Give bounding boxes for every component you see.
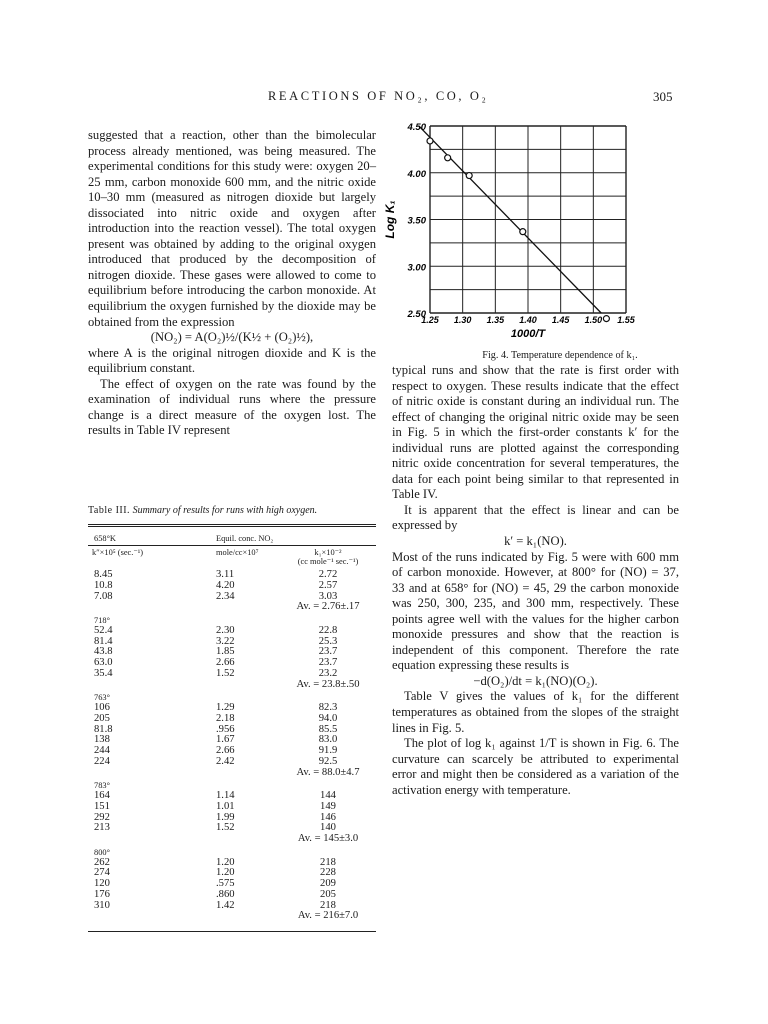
body-paragraph: Table V gives the values of k₁ for the different temperatures as obtained from the slopes of the straight lines in Fig. 5. <box>392 689 679 735</box>
subheader-col3a: k₁×10⁻² <box>314 548 342 557</box>
table-cell-k1: 144 <box>320 790 336 801</box>
table-cell-k1: 82.3 <box>318 702 338 713</box>
table-cell-k1: 25.3 <box>318 635 338 647</box>
table-cell-k1: 218 <box>320 899 336 911</box>
y-tick-label: 3.50 <box>407 215 426 227</box>
table-top-rule-double <box>88 526 376 527</box>
table-cell-no2-conc: 1.14 <box>216 790 235 801</box>
x-tick-label: 1.25 <box>421 315 439 325</box>
body-paragraph: The effect of oxygen on the rate was found by the examination of individual runs where the pressure change is a direct measure of the oxygen lost. The results in Table IV represent <box>88 376 376 438</box>
table-cell-k1: 23.2 <box>318 667 338 679</box>
table-cell-no2-conc: 2.30 <box>216 624 235 636</box>
y-axis-label: Log K₁ <box>383 200 397 239</box>
table-cell-no2-conc: 4.20 <box>216 579 235 591</box>
data-point <box>445 155 451 161</box>
body-paragraph: typical runs and show that the rate is first order with respect to oxygen. These results indicate that the effect of nitric oxide is constant during an individual run. The effect of changing the original nitric oxide may be seen in Fig. 5 in which the first-order constants k′ for the individual runs are plotted against the corresponding nitric oxide concentration for several temperatures, the data for each point being similar to that represented in Table IV. <box>392 363 679 502</box>
table-cell-k1: 218 <box>320 856 336 868</box>
table-cell-k1: 2.72 <box>318 569 338 580</box>
table-cell-k1: 209 <box>320 878 336 889</box>
table-cell-k-double-prime: 164 <box>94 790 110 801</box>
table-cell-k1: 228 <box>320 867 336 879</box>
table-cell-average: Av. = 88.0±4.7 <box>296 766 360 778</box>
header-col2: Equil. conc. NO₂ <box>216 534 274 543</box>
table-cell-average: Av. = 216±7.0 <box>297 910 359 922</box>
table-cell-k-double-prime: 8.45 <box>94 569 113 580</box>
table-cell-k-double-prime: 292 <box>94 811 110 823</box>
figure-caption: Fig. 4. Temperature dependence of k₁. <box>482 350 638 361</box>
equation: k′ = k₁(NO). <box>504 534 567 549</box>
figure-4-chart <box>378 118 690 344</box>
table-rule <box>88 545 376 546</box>
y-tick-label: 4.50 <box>407 122 426 133</box>
table-caption-label: Table III. <box>88 505 131 516</box>
table-cell-k-double-prime: 120 <box>94 878 110 889</box>
body-paragraph: where A is the original nitrogen dioxide and K is the equilibrium constant. <box>88 345 376 376</box>
equation: −d(O₂)/dt = k₁(NO)(O₂). <box>473 673 598 688</box>
table-cell-no2-conc: 2.66 <box>216 657 235 668</box>
table-cell-k-double-prime: 52.4 <box>94 624 113 636</box>
group-temperature: 800° <box>94 847 110 857</box>
table-cell-average: Av. = 145±3.0 <box>297 833 359 844</box>
table-cell-no2-conc: 1.85 <box>216 646 235 658</box>
chart-svg <box>378 118 690 344</box>
table-cell-k-double-prime: 224 <box>94 755 110 767</box>
header-temp: 658°K <box>94 534 116 543</box>
body-paragraph: Most of the runs indicated by Fig. 5 were with 600 mm of carbon monoxide. However, at 800° for (NO) = 37, 33 and at 658° for (NO) = 45, 29 the carbon monoxide was 250, 300, 235, and 300 mm, respectively. These points agree well with the values for the higher carbon monoxide pressures and show that the reaction is independent of this component. Therefore the rate equation expressing these results is <box>392 549 679 673</box>
table-cell-k-double-prime: 35.4 <box>94 667 113 679</box>
x-tick-label: 1.30 <box>453 315 472 325</box>
table-cell-k-double-prime: 244 <box>94 745 110 756</box>
table-cell-k-double-prime: 10.8 <box>94 579 113 591</box>
table-cell-k-double-prime: 106 <box>94 702 110 713</box>
table-cell-k1: 205 <box>320 888 336 900</box>
table-cell-no2-conc: 1.99 <box>216 811 235 823</box>
table-cell-k-double-prime: 274 <box>94 867 110 879</box>
table-cell-k1: 146 <box>320 811 336 823</box>
table-cell-no2-conc: 3.22 <box>216 635 235 647</box>
x-tick-label: 1.50 <box>584 315 603 325</box>
table-header-row <box>88 534 376 545</box>
table-cell-no2-conc: 1.42 <box>216 899 235 911</box>
x-tick-label: 1.45 <box>551 315 570 325</box>
table-caption-text: Summary of results for runs with high oxygen. <box>132 505 318 516</box>
data-point <box>466 173 472 179</box>
data-point <box>603 316 609 322</box>
table-cell-no2-conc: 1.20 <box>216 867 235 879</box>
table-cell-k-double-prime: 262 <box>94 856 110 868</box>
body-paragraph: It is apparent that the effect is linear and can be expressed by <box>392 502 679 533</box>
x-tick-label: 1.55 <box>617 315 635 325</box>
subheader-col2: mole/cc×10⁷ <box>216 548 259 557</box>
subheader-col1: k″×10⁵ (sec.⁻¹) <box>92 548 144 557</box>
table-subheader-row <box>88 548 376 570</box>
table-cell-no2-conc: 3.11 <box>216 569 235 580</box>
x-tick-label: 1.35 <box>486 315 505 325</box>
table-cell-no2-conc: .956 <box>216 723 235 735</box>
table-cell-k1: 91.9 <box>318 745 338 756</box>
table-cell-no2-conc: 1.01 <box>216 800 235 812</box>
table-cell-no2-conc: 1.20 <box>216 856 235 868</box>
table-cell-k-double-prime: 176 <box>94 888 110 900</box>
subheader-col3b: (cc mole⁻¹ sec.⁻¹) <box>297 557 359 566</box>
table-cell-k1: 85.5 <box>318 723 338 735</box>
table-cell-k-double-prime: 81.4 <box>94 635 113 647</box>
data-point <box>520 229 526 235</box>
group-temperature: 763° <box>94 693 110 703</box>
table-cell-no2-conc: 2.18 <box>216 712 235 724</box>
body-paragraph: The plot of log k₁ against 1/T is shown in Fig. 6. The curvature can scarcely be attributed to experimental error and might then be considered as a variation of the activation energy with temperature. <box>392 736 679 797</box>
table-cell-no2-conc: 1.52 <box>216 822 235 834</box>
table-cell-no2-conc: 1.67 <box>216 734 235 746</box>
table-top-rule <box>88 524 376 525</box>
table-cell-k1: 2.57 <box>318 579 338 591</box>
table-cell-average: Av. = 23.8±.50 <box>296 678 360 690</box>
table-cell-k1: 83.0 <box>318 734 338 746</box>
table-cell-k1: 149 <box>320 800 336 812</box>
table-cell-k-double-prime: 151 <box>94 800 110 812</box>
left-column <box>88 128 376 439</box>
group-temperature: 718° <box>94 616 110 625</box>
page-header <box>0 89 768 109</box>
x-axis-label: 1000/T <box>510 328 546 340</box>
table-cell-k-double-prime: 7.08 <box>94 590 113 602</box>
running-head: REACTIONS OF NO₂, CO, O₂ <box>268 89 489 103</box>
table-cell-k1: 140 <box>320 822 336 834</box>
data-point <box>427 138 433 144</box>
table-cell-k1: 22.8 <box>318 624 338 636</box>
table-cell-no2-conc: 2.42 <box>216 755 235 767</box>
body-paragraph: suggested that a reaction, other than the bimolecular process already mentioned, was being measured. The experimental conditions for this study were: oxygen 20–25 mm, carbon monoxide 600 mm, and the nitric oxide 10–30 mm (measured as nitrogen dioxide but largely dissociated into nitric oxide and oxygen after introduction into the reaction vessel). The total oxygen present was obtained by adding to the original oxygen introduced that produced by the decomposition of nitrogen dioxide. These gases were allowed to come to equilibrium before introducing the carbon monoxide. At equilibrium the oxygen furnished by the dioxide may be obtained from the expression <box>88 128 376 329</box>
table-cell-no2-conc: 2.66 <box>216 745 235 756</box>
group-temperature: 783° <box>94 781 110 791</box>
x-tick-label: 1.40 <box>519 315 537 325</box>
table-cell-no2-conc: 2.34 <box>216 590 235 602</box>
table-cell-average: Av. = 2.76±.17 <box>296 601 360 613</box>
table-cell-k-double-prime: 213 <box>94 822 110 834</box>
table-cell-k-double-prime: 43.8 <box>94 646 113 658</box>
table-cell-no2-conc: 1.29 <box>216 702 235 713</box>
y-tick-label: 3.00 <box>407 262 426 274</box>
table-cell-k-double-prime: 63.0 <box>94 657 113 668</box>
table-bottom-rule <box>88 931 376 932</box>
table-cell-k-double-prime: 81.8 <box>94 723 113 735</box>
page-number: 305 <box>653 89 673 104</box>
table-cell-k1: 3.03 <box>318 590 338 602</box>
table-cell-no2-conc: 1.52 <box>216 667 235 679</box>
right-column <box>392 363 679 798</box>
table-cell-k1: 23.7 <box>318 646 338 658</box>
y-tick-label: 2.50 <box>407 309 426 320</box>
table-cell-no2-conc: .860 <box>216 888 235 900</box>
table-cell-k-double-prime: 310 <box>94 899 110 911</box>
table-cell-k1: 92.5 <box>318 755 338 767</box>
table-cell-k1: 94.0 <box>318 712 338 724</box>
table-cell-no2-conc: .575 <box>216 878 235 889</box>
table-cell-k-double-prime: 138 <box>94 734 110 746</box>
y-tick-label: 4.00 <box>407 168 426 180</box>
table-caption <box>88 505 378 516</box>
equation: (NO₂) = A(O₂)½/(K½ + (O₂)½), <box>150 330 314 345</box>
table-cell-k-double-prime: 205 <box>94 712 110 724</box>
table-cell-k1: 23.7 <box>318 657 338 668</box>
